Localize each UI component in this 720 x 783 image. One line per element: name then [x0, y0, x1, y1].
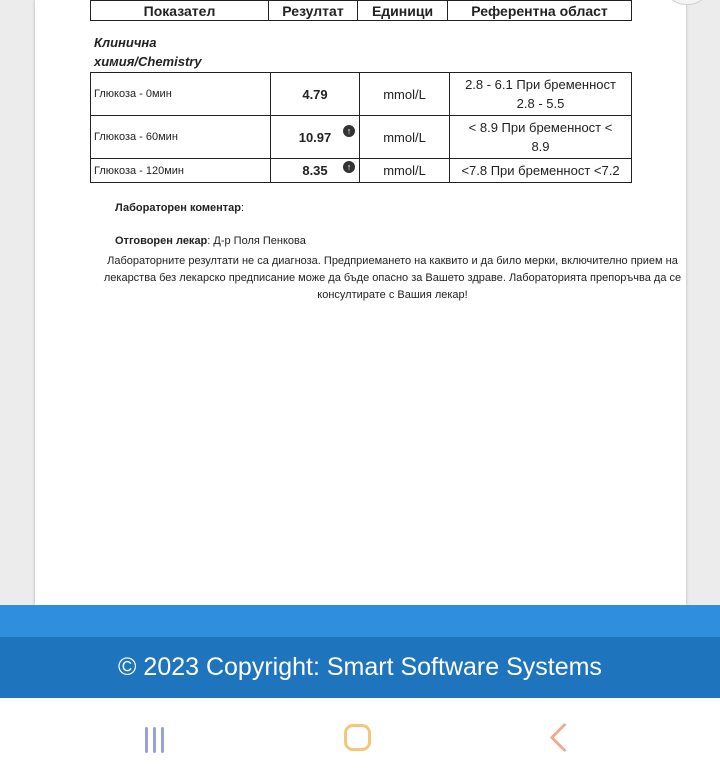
lab-comment: Лабораторен коментар: — [115, 202, 245, 214]
disclaimer-text: Лабораторните резултати не са диагноза. Предприемането на каквито и да било мерки, включително прием на лекарства без лекарско предписание може да бъде опасно за Вашето здраве. Лабораторията препоръчва да се консултирате с Вашия лекар! — [103, 255, 682, 301]
back-icon[interactable] — [536, 718, 586, 762]
test-reference: 2.8 - 6.1 При бременност 2.8 - 5.5 — [450, 73, 632, 116]
header-units: Единици — [358, 1, 448, 21]
test-name: Глюкоза - 120мин — [91, 159, 271, 183]
test-name: Глюкоза - 0мин — [91, 73, 271, 116]
arrow-up-circle-icon: ↑ — [343, 125, 355, 137]
header-reference: Референтна област — [448, 1, 632, 21]
table-row — [91, 159, 632, 183]
header-indicator: Показател — [91, 1, 269, 21]
system-navigation-bar — [0, 698, 720, 783]
floating-action-button[interactable] — [663, 0, 711, 5]
test-value: 8.35 ↑ — [271, 159, 360, 183]
responsible-doctor: Отговорен лекар: Д-р Поля Пенкова — [115, 235, 306, 247]
test-unit: mmol/L — [360, 116, 450, 159]
test-value: 10.97 ↑ — [271, 116, 360, 159]
home-icon[interactable] — [334, 718, 384, 762]
table-row — [91, 73, 632, 116]
test-unit: mmol/L — [360, 73, 450, 116]
test-name: Глюкоза - 60мин — [91, 116, 271, 159]
table-row — [91, 116, 632, 159]
test-reference: <7.8 При бременност <7.2 — [450, 159, 632, 183]
test-unit: mmol/L — [360, 159, 450, 183]
results-table-header — [90, 0, 632, 21]
lab-report-document — [35, 0, 686, 605]
arrow-up-circle-icon: ↑ — [343, 161, 355, 173]
test-reference: < 8.9 При бременност < 8.9 — [450, 116, 632, 159]
header-result: Резултат — [269, 1, 358, 21]
results-table — [90, 72, 632, 183]
footer-top-band — [0, 605, 720, 637]
footer-copyright: © 2023 Copyright: Smart Software Systems — [0, 637, 720, 698]
recent-apps-icon[interactable] — [134, 718, 184, 762]
section-title: Клинична химия/Chemistry — [94, 35, 202, 69]
test-value: 4.79 — [271, 73, 360, 116]
